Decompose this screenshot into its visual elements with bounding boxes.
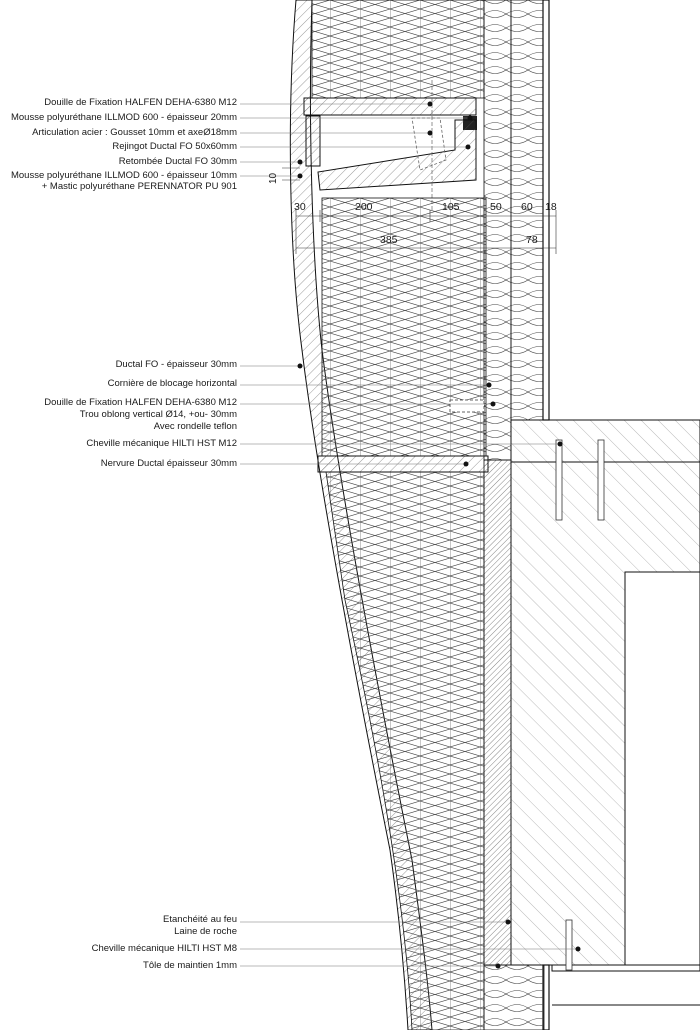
fire-seal-lower <box>484 460 511 965</box>
label-retombee: Retombée Ductal FO 30mm <box>118 156 237 167</box>
tole <box>552 965 700 971</box>
label-nervure: Nervure Ductal épaisseur 30mm <box>100 458 237 469</box>
dim-10: 10 <box>268 172 279 184</box>
dim-78: 78 <box>526 234 538 246</box>
lower-insulation <box>326 472 484 1030</box>
label-laine: Laine de roche <box>174 926 237 937</box>
rock-wool-lower <box>484 965 544 1030</box>
fire-seal <box>484 0 511 460</box>
dim-385: 385 <box>380 234 398 246</box>
rejingot <box>318 120 476 190</box>
label-rejingot: Rejingot Ductal FO 50x60mm <box>112 141 237 152</box>
dim-50: 50 <box>490 201 502 213</box>
slab-top <box>511 420 700 462</box>
dim-18: 18 <box>545 201 557 213</box>
label-douille-mid: Douille de Fixation HALFEN DEHA-6380 M12 <box>44 397 237 408</box>
mid-insulation <box>322 198 486 456</box>
label-cheville-m8: Cheville mécanique HILTI HST M8 <box>91 943 237 954</box>
label-mousse-20: Mousse polyuréthane ILLMOD 600 - épaisseur 20mm <box>10 112 237 123</box>
label-etancheite: Etanchéité au feu <box>163 914 237 925</box>
retombee <box>306 116 320 166</box>
opening <box>625 572 700 965</box>
label-articulation: Articulation acier : Gousset 10mm et axeØ18mm <box>32 127 237 138</box>
label-cheville-m12: Cheville mécanique HILTI HST M12 <box>86 438 237 449</box>
label-ductal-fo: Ductal FO - épaisseur 30mm <box>115 359 237 370</box>
label-douille-top: Douille de Fixation HALFEN DEHA-6380 M12 <box>44 97 237 108</box>
label-rondelle: Avec rondelle teflon <box>153 421 237 432</box>
dim-105: 105 <box>442 201 460 213</box>
top-rib <box>304 98 476 115</box>
dim-200: 200 <box>355 201 373 213</box>
dim-30: 30 <box>294 201 306 213</box>
label-corniere: Cornière de blocage horizontal <box>107 378 237 389</box>
label-mousse-10: Mousse polyuréthane ILLMOD 600 - épaisseur 10mm <box>10 170 237 181</box>
label-tole: Tôle de maintien 1mm <box>143 960 237 971</box>
upper-insulation <box>312 0 484 98</box>
label-trou-oblong: Trou oblong vertical Ø14, +ou- 30mm <box>79 409 237 420</box>
label-mastic: + Mastic polyuréthane PERENNATOR PU 901 <box>41 181 237 192</box>
dim-60: 60 <box>521 201 533 213</box>
